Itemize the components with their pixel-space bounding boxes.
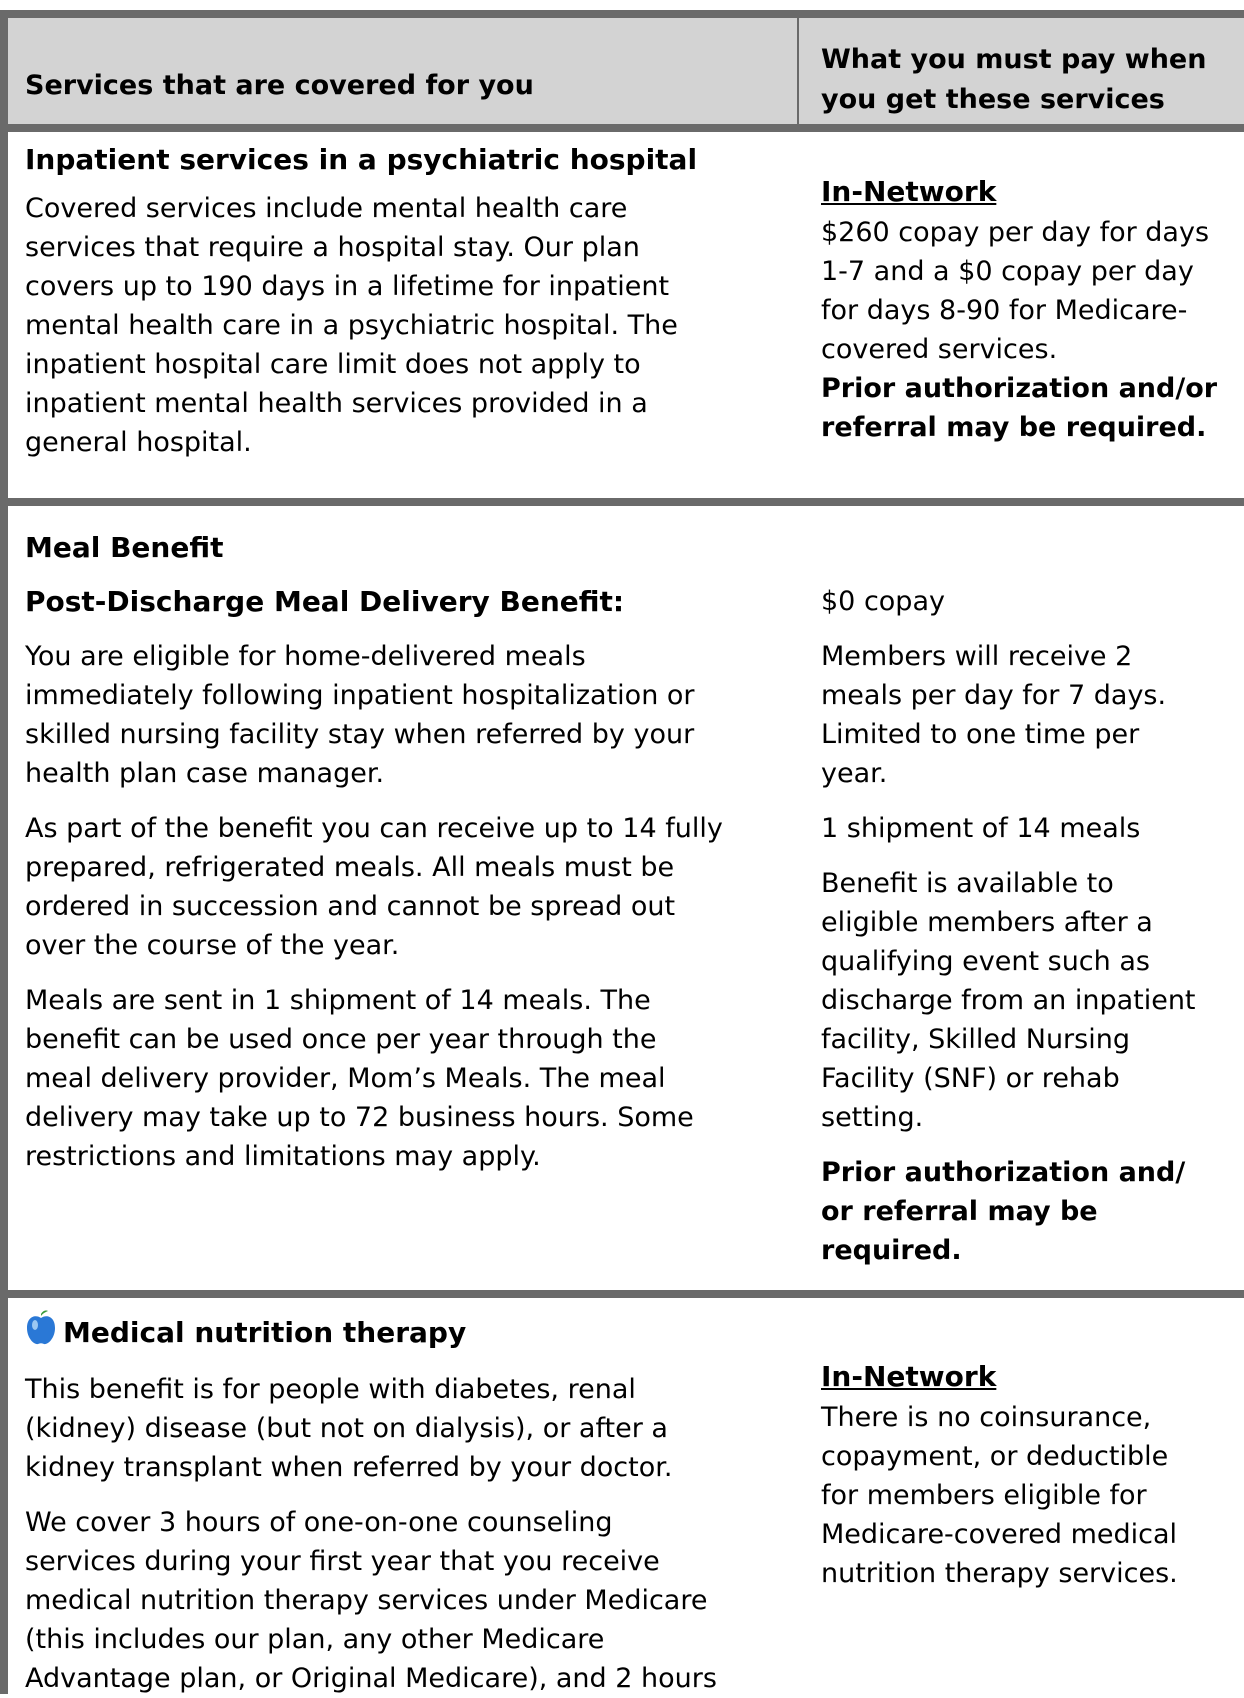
meal-receive-line: Limited to one time per bbox=[821, 719, 1140, 750]
nutrition-para2-line: (this includes our plan, any other Medicare bbox=[25, 1624, 605, 1655]
meal-receive-line: meals per day for 7 days. bbox=[821, 680, 1167, 711]
apple-icon bbox=[25, 1310, 57, 1356]
psych-network-label: In-Network bbox=[821, 175, 997, 208]
psych-cost bbox=[821, 213, 1244, 369]
meal-availability-line: eligible members after a bbox=[821, 907, 1153, 938]
psych-description bbox=[25, 189, 795, 462]
nutrition-para1-line: kidney transplant when referred by your doctor. bbox=[25, 1452, 673, 1483]
meal-para2-line: prepared, refrigerated meals. All meals must be bbox=[25, 852, 675, 883]
psych-cost-cell bbox=[821, 172, 1244, 447]
nutrition-cost-line: nutrition therapy services. bbox=[821, 1558, 1178, 1589]
meal-availability-line: Facility (SNF) or rehab bbox=[821, 1063, 1120, 1094]
nutrition-paragraph-1 bbox=[25, 1370, 795, 1487]
meal-paragraph-2 bbox=[25, 809, 795, 965]
nutrition-para1-line: (kidney) disease (but not on dialysis), or after a bbox=[25, 1413, 668, 1444]
meal-prior-auth-line: required. bbox=[821, 1235, 962, 1266]
nutrition-services-cell bbox=[25, 1310, 795, 1698]
nutrition-network-label: In-Network bbox=[821, 1360, 997, 1393]
nutrition-paragraph-2 bbox=[25, 1503, 795, 1698]
meal-receive-line: Members will receive 2 bbox=[821, 641, 1133, 672]
nutrition-para2-line: We cover 3 hours of one-on-one counseling bbox=[25, 1507, 613, 1538]
psych-prior-auth-line: referral may be required. bbox=[821, 412, 1207, 443]
meal-para1-line: immediately following inpatient hospitalization or bbox=[25, 680, 695, 711]
table-header bbox=[8, 18, 1244, 132]
nutrition-para2-line: Advantage plan, or Original Medicare), and 2 hours bbox=[25, 1663, 717, 1694]
row-separator bbox=[8, 1290, 1244, 1298]
psych-desc-line: general hospital. bbox=[25, 427, 252, 458]
meal-shipment: 1 shipment of 14 meals bbox=[821, 813, 1141, 844]
psych-desc-line: inpatient hospital care limit does not apply to bbox=[25, 349, 641, 380]
meal-availability-line: qualifying event such as bbox=[821, 946, 1150, 977]
meal-para3-line: benefit can be used once per year through the bbox=[25, 1024, 657, 1055]
psych-desc-line: inpatient mental health services provided in a bbox=[25, 388, 648, 419]
nutrition-para1-line: This benefit is for people with diabetes, renal bbox=[25, 1374, 636, 1405]
psych-desc-line: services that require a hospital stay. Our plan bbox=[25, 232, 640, 263]
meal-copay: $0 copay bbox=[821, 586, 945, 617]
psych-desc-line: mental health care in a psychiatric hospital. The bbox=[25, 310, 678, 341]
meal-para3-line: restrictions and limitations may apply. bbox=[25, 1141, 541, 1172]
header-column-divider bbox=[797, 18, 799, 124]
meal-para1-line: skilled nursing facility stay when referred by your bbox=[25, 719, 695, 750]
benefits-table bbox=[0, 10, 1244, 1694]
row-separator bbox=[8, 498, 1244, 506]
psych-cost-line: 1-7 and a $0 copay per day bbox=[821, 256, 1194, 287]
nutrition-title: Medical nutrition therapy bbox=[63, 1316, 467, 1349]
psych-cost-line: for days 8-90 for Medicare- bbox=[821, 295, 1188, 326]
meal-para2-line: ordered in succession and cannot be spread out bbox=[25, 891, 676, 922]
meal-paragraph-3 bbox=[25, 981, 795, 1176]
nutrition-para2-line: services during your first year that you receive bbox=[25, 1546, 660, 1577]
psych-cost-line: covered services. bbox=[821, 334, 1058, 365]
meal-availability-line: facility, Skilled Nursing bbox=[821, 1024, 1130, 1055]
header-services-covered: Services that are covered for you bbox=[25, 70, 534, 101]
meal-cost-cell bbox=[821, 582, 1244, 1270]
nutrition-cost-line: for members eligible for bbox=[821, 1480, 1147, 1511]
psych-prior-auth-line: Prior authorization and/or bbox=[821, 373, 1218, 404]
header-what-you-pay: What you must pay when you get these services bbox=[821, 44, 1207, 115]
meal-receive bbox=[821, 637, 1244, 793]
meal-prior-auth-line: or referral may be bbox=[821, 1196, 1098, 1227]
meal-availability-line: setting. bbox=[821, 1102, 924, 1133]
meal-paragraph-1 bbox=[25, 637, 795, 793]
meal-para3-line: meal delivery provider, Mom’s Meals. The meal bbox=[25, 1063, 666, 1094]
meal-para3-line: Meals are sent in 1 shipment of 14 meals. The bbox=[25, 985, 651, 1016]
nutrition-title-line bbox=[25, 1310, 795, 1356]
nutrition-cost-line: copayment, or deductible bbox=[821, 1441, 1169, 1472]
meal-prior-auth bbox=[821, 1153, 1244, 1270]
meal-para2-line: over the course of the year. bbox=[25, 930, 400, 961]
meal-para3-line: delivery may take up to 72 business hours. Some bbox=[25, 1102, 694, 1133]
meal-availability-line: discharge from an inpatient bbox=[821, 985, 1196, 1016]
nutrition-cost bbox=[821, 1398, 1244, 1593]
nutrition-para2-line: medical nutrition therapy services under Medicare bbox=[25, 1585, 708, 1616]
meal-prior-auth-line: Prior authorization and/ bbox=[821, 1157, 1186, 1188]
nutrition-cost-line: Medicare-covered medical bbox=[821, 1519, 1178, 1550]
nutrition-cost-line: There is no coinsurance, bbox=[821, 1402, 1152, 1433]
psych-cost-line: $260 copay per day for days bbox=[821, 217, 1210, 248]
meal-title: Meal Benefit bbox=[25, 531, 224, 564]
psych-prior-auth bbox=[821, 369, 1244, 447]
meal-receive-line: year. bbox=[821, 758, 888, 789]
psych-services-cell bbox=[25, 140, 795, 462]
meal-services-cell bbox=[25, 528, 795, 1176]
meal-para2-line: As part of the benefit you can receive up to 14 fully bbox=[25, 813, 723, 844]
meal-para1-line: You are eligible for home-delivered meals bbox=[25, 641, 586, 672]
psych-desc-line: covers up to 190 days in a lifetime for inpatient bbox=[25, 271, 670, 302]
meal-availability bbox=[821, 864, 1244, 1137]
psych-desc-line: Covered services include mental health care bbox=[25, 193, 628, 224]
meal-availability-line: Benefit is available to bbox=[821, 868, 1114, 899]
meal-subtitle: Post-Discharge Meal Delivery Benefit: bbox=[25, 585, 625, 618]
meal-para1-line: health plan case manager. bbox=[25, 758, 385, 789]
nutrition-cost-cell bbox=[821, 1357, 1244, 1593]
psych-title: Inpatient services in a psychiatric hospital bbox=[25, 143, 698, 176]
